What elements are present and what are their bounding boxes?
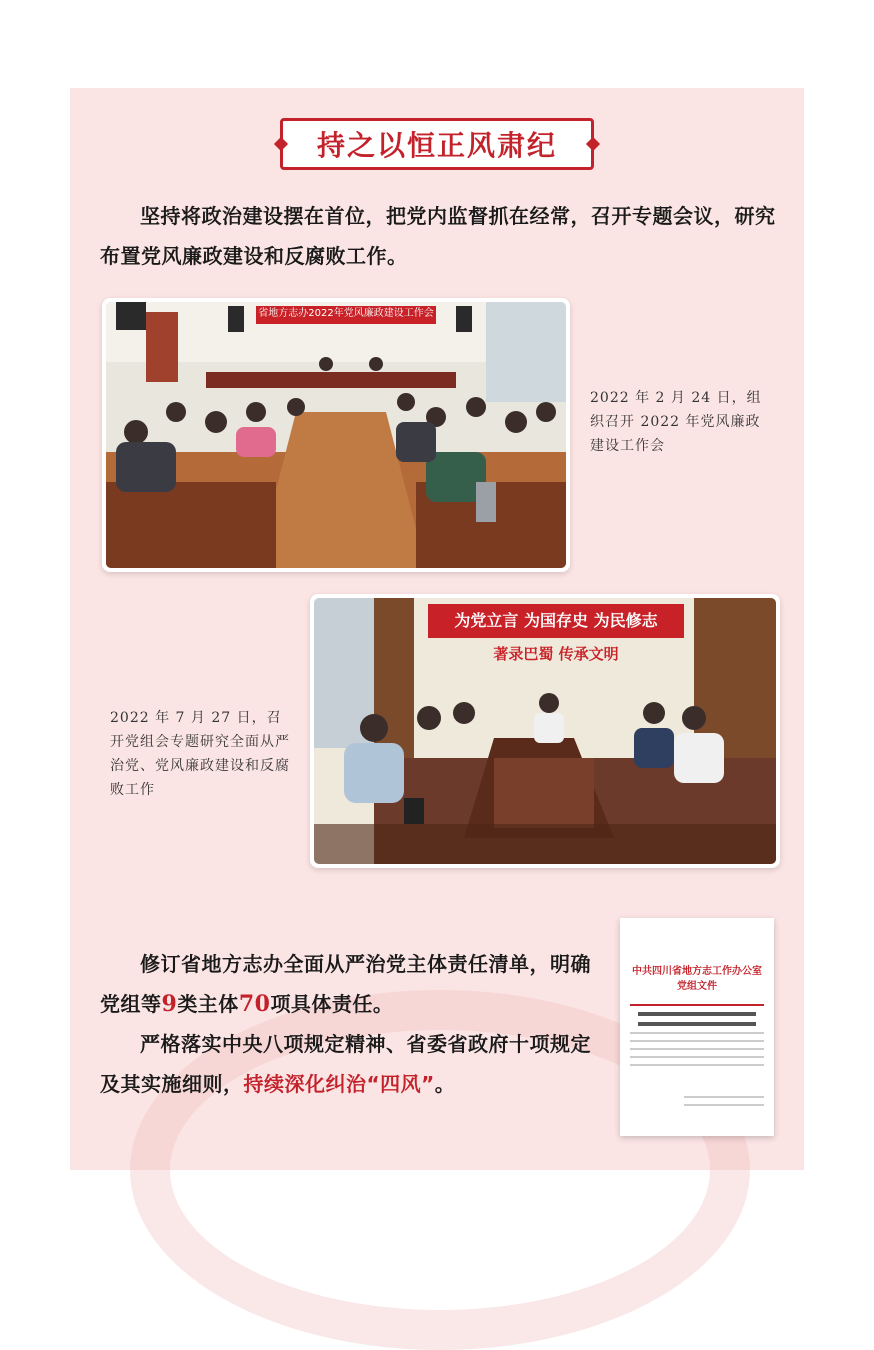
regulations-paragraph — [100, 1024, 600, 1104]
regulations-text-2: 。 — [434, 1072, 456, 1096]
section-title-box — [280, 118, 594, 170]
document-body-line — [684, 1096, 764, 1098]
wall-banner-slogan: 为党立言 为国存史 为民修志 — [454, 611, 658, 630]
meeting-banner-1: 省地方志办2022年党风廉政建设工作会 — [258, 308, 434, 319]
responsibility-text-2: 类主体 — [177, 992, 239, 1016]
four-winds-highlight: 持续深化纠治“四风” — [243, 1072, 435, 1096]
document-body-line — [630, 1056, 764, 1058]
document-body-line — [630, 1032, 764, 1034]
meeting-photo-1-image — [106, 302, 566, 568]
intro-paragraph: 坚持将政治建设摆在首位，把党内监督抓在经常，召开专题会议，研究布置党风廉政建设和反腐败工作。 — [100, 204, 776, 268]
wall-banner-motto: 著录巴蜀 传承文明 — [493, 645, 619, 663]
official-document-thumbnail — [620, 918, 774, 1136]
photo-2-caption: 2022 年 7 月 27 日，召开党组会专题研究全面从严治党、党风廉政建设和反腐败工作 — [110, 710, 290, 798]
regulations-text-1: 严格落实中央八项规定精神、省委省政府十项规定及其实施细则， — [100, 1032, 591, 1096]
responsibility-text-1: 修订省地方志办全面从严治党主体责任清单，明确党组等 — [100, 952, 591, 1016]
document-subject-line — [638, 1012, 756, 1016]
responsibility-paragraph — [100, 944, 600, 1024]
meeting-photo-2 — [310, 594, 780, 868]
document-body-line — [630, 1064, 764, 1066]
responsibility-count: 70 — [238, 991, 271, 1017]
photo-1-caption: 2022 年 2 月 24 日，组织召开 2022 年党风廉政建设工作会 — [590, 390, 762, 454]
meeting-photo-2-image — [314, 598, 776, 864]
subject-count: 9 — [161, 991, 178, 1017]
document-body-line — [630, 1040, 764, 1042]
document-body-line — [630, 1048, 764, 1050]
document-header: 中共四川省地方志工作办公室党组文件 — [632, 966, 762, 992]
responsibility-text-3: 项具体责任。 — [270, 992, 394, 1016]
document-subject-line — [638, 1022, 756, 1026]
document-red-rule — [630, 1004, 764, 1006]
section-title: 持之以恒正风肃纪 — [316, 129, 557, 162]
document-body-line — [684, 1104, 764, 1106]
meeting-photo-1 — [102, 298, 570, 572]
